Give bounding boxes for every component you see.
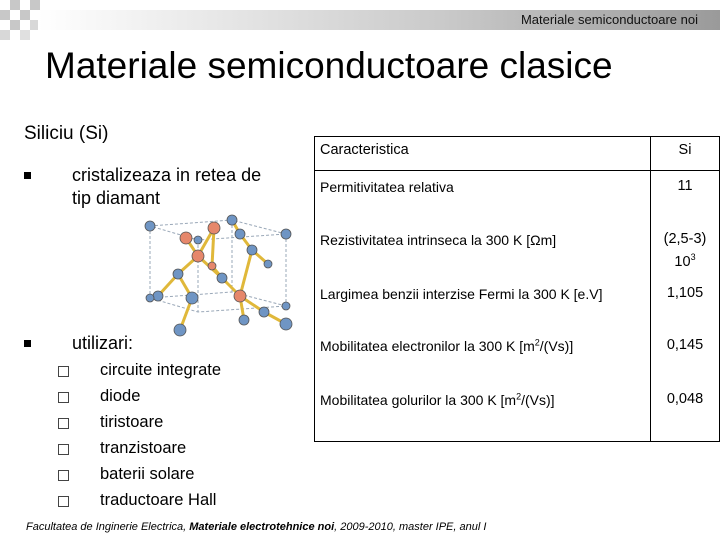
bullet-uses: utilizari: xyxy=(72,333,134,353)
table-cell-property: Largimea benzii interzise Fermi la 300 K [e.V] xyxy=(320,286,603,302)
use-label: diode xyxy=(100,387,141,405)
table-divider xyxy=(314,170,720,171)
checkbox-bullet-icon xyxy=(58,496,69,507)
table-cell-property: Permitivitatea relativa xyxy=(320,179,454,195)
use-label: tiristoare xyxy=(100,413,164,431)
bullet-crystal-line1: cristalizeaza in retea de xyxy=(72,165,262,185)
use-label: circuite integrate xyxy=(100,361,222,379)
table-cell-value: 0,145 xyxy=(666,337,704,353)
checkbox-bullet-icon xyxy=(58,470,69,481)
resistivity-factor: (2,5-3) xyxy=(663,231,707,247)
bullet-crystal-line2: tip diamant xyxy=(72,188,161,208)
table-cell-value xyxy=(650,228,720,274)
table-cell-value: 0,048 xyxy=(666,391,704,407)
diamond-lattice-illustration xyxy=(136,206,308,346)
table-cell-property: Mobilitatea golurilor la 300 K $[m^2/(Vs)]$ xyxy=(320,391,555,408)
header-label: Materiale semiconductoare noi xyxy=(520,12,698,27)
resistivity-power: $10^3$ xyxy=(674,252,696,270)
footer: Facultatea de Inginerie Electrica, Materiale electrotehnice noi, 2009-2010, master IPE, anul I xyxy=(26,521,487,533)
table-cell-value: 1,105 xyxy=(666,285,704,301)
subtitle: Siliciu (Si) xyxy=(24,123,109,144)
table-cell-property: Mobilitatea electronilor la 300 K $[m^2/(Vs)]$ xyxy=(320,337,574,354)
use-label: baterii solare xyxy=(100,465,195,483)
checkbox-bullet-icon xyxy=(58,418,69,429)
checkbox-bullet-icon xyxy=(58,366,69,377)
slide-title: Materiale semiconductoare clasice xyxy=(45,45,613,86)
checkbox-bullet-icon xyxy=(58,444,69,455)
square-bullet-icon xyxy=(24,172,31,179)
use-label: traductoare Hall xyxy=(100,491,217,509)
table-border xyxy=(314,136,315,442)
table-header-value: Si xyxy=(678,142,692,158)
table-border xyxy=(314,136,720,137)
table-header-property: Caracteristica xyxy=(320,142,409,158)
table-cell-property: Rezistivitatea intrinseca la 300 K [Ωm] xyxy=(320,232,557,248)
square-bullet-icon xyxy=(24,340,31,347)
use-label: tranzistoare xyxy=(100,439,187,457)
checkbox-bullet-icon xyxy=(58,392,69,403)
table-border xyxy=(314,441,720,442)
table-cell-value: 11 xyxy=(677,178,693,194)
properties-table xyxy=(314,136,720,442)
